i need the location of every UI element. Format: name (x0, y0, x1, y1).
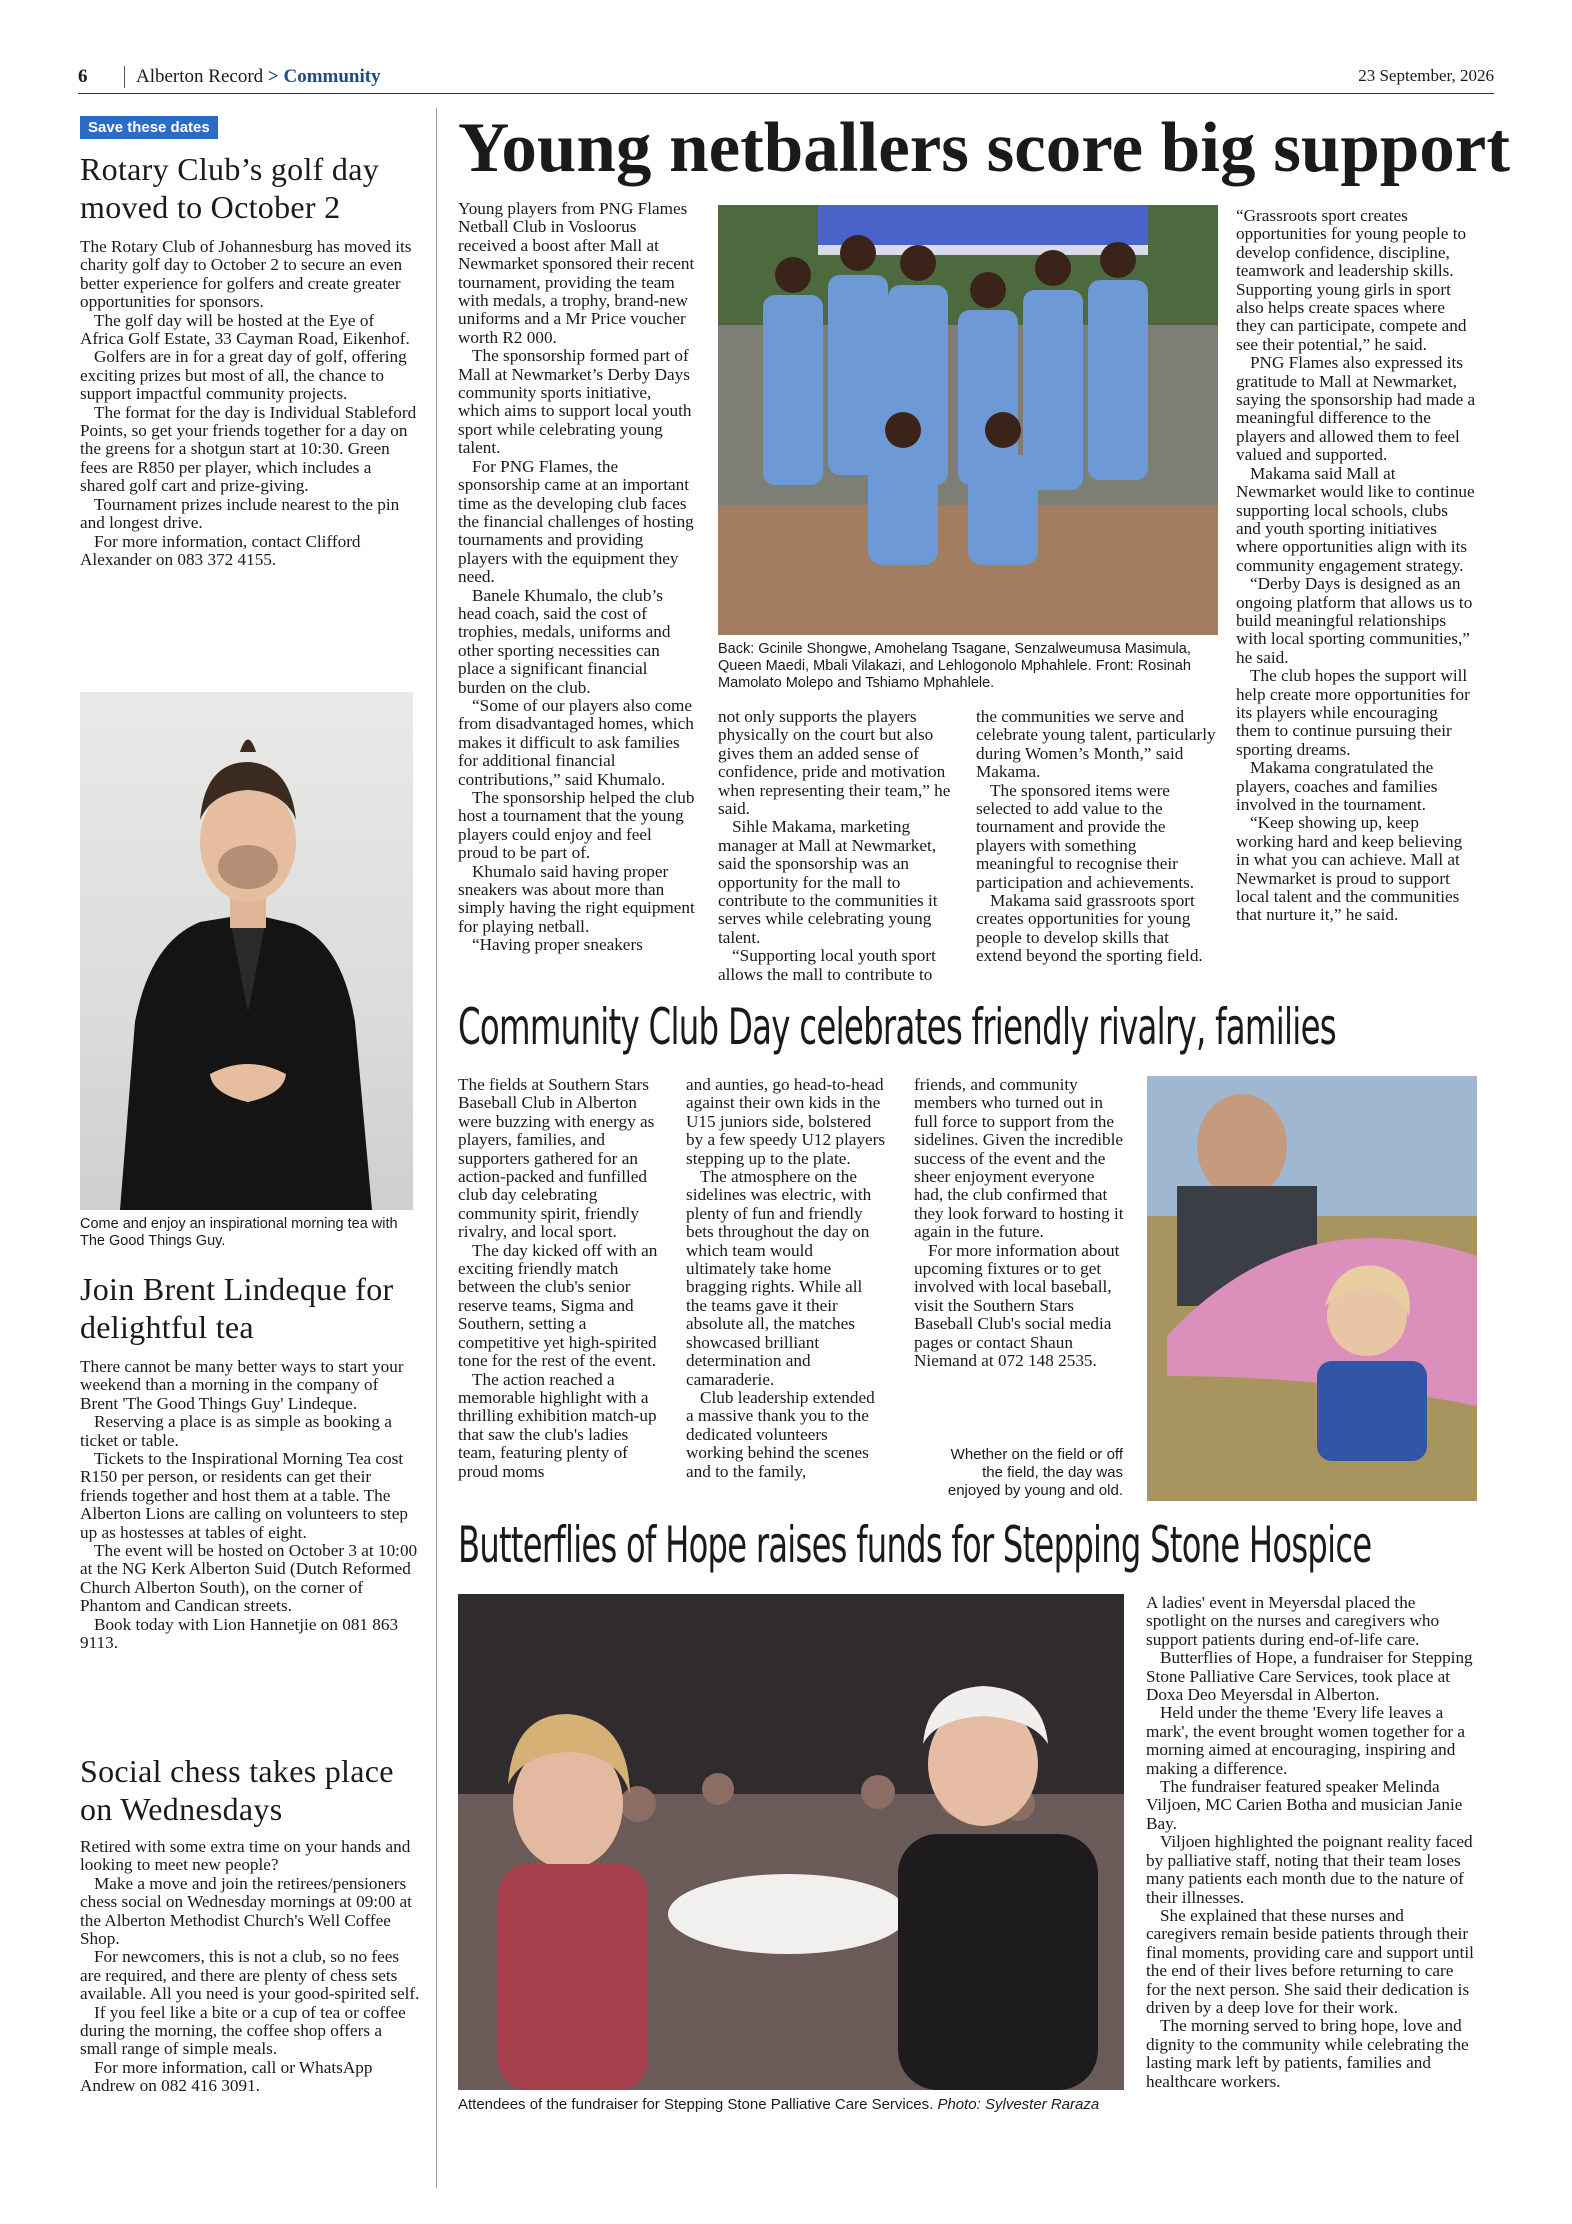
paragraph: Book today with Lion Hannetjie on 081 863 9113. (80, 1614, 399, 1653)
netball-col-3 (976, 708, 1216, 966)
clubday-col-3 (914, 1076, 1124, 1371)
club-day-photo (1147, 1076, 1477, 1501)
paragraph: Club leadership extended a massive thank you to the dedicated volunteers working behind the scenes and to the family, (686, 1387, 875, 1481)
clubday-col-2 (686, 1076, 886, 1481)
chess-headline: Social chess takes place on Wednesdays (80, 1753, 394, 1827)
paragraph: Golfers are in for a great day of golf, offering exciting prizes but most of all, the chance to support impactful community projects. (80, 347, 407, 404)
paragraph: The sponsored items were selected to add value to the tournament and provide the players with something meaningful to recognise their participation and achievements. (976, 780, 1195, 892)
paragraph: The club hopes the support will help create more opportunities for its players while encouraging them to continue pursuing their sporting dreams. (1236, 666, 1470, 759)
paragraph: Retired with some extra time on your hands and looking to meet new people? (80, 1837, 411, 1875)
paragraph: For more information, call or WhatsApp Andrew on 082 416 3091. (80, 2057, 373, 2096)
issue-date: 23 September, 2026 (1358, 66, 1494, 85)
paragraph: Makama said Mall at Newmarket would like to continue supporting local schools, clubs and youth sporting initiatives where opportunities align with its community engagement strategy. (1236, 463, 1475, 575)
paragraph: Reserving a place is as simple as booking a ticket or table. (80, 1412, 392, 1450)
paragraph: The sponsorship helped the club host a tournament that the young players could enjoy and feel proud to be part of. (458, 788, 695, 863)
paragraph: The event will be hosted on October 3 at 10:00 at the NG Kerk Alberton Suid (Dutch Reformed Church Alberton South), on the corner of Phantom and Candican streets. (80, 1541, 418, 1616)
caption-text: Attendees of the fundraiser for Stepping Stone Palliative Care Services. (458, 2096, 934, 2113)
netball-col-4 (1236, 207, 1476, 925)
paragraph: Sihle Makama, marketing manager at Mall at Newmarket, said the sponsorship was an opportunity for the mall to contribute to the communities it serves while celebrating young talent. (718, 817, 938, 947)
photo-credit: Photo: Sylvester Raraza (937, 2096, 1100, 2113)
paragraph: Khumalo said having proper sneakers was about more than simply having the right equipment for playing netball. (458, 861, 695, 936)
paragraph: “Having proper sneakers (472, 935, 643, 955)
paragraph: Banele Khumalo, the club’s head coach, said the cost of trophies, medals, uniforms and other sporting necessities can place a significant financial burden on the club. (458, 585, 671, 697)
brent-photo-caption: Come and enjoy an inspirational morning tea with The Good Things Guy. (80, 1216, 398, 1249)
chess-body (80, 1838, 420, 2096)
paragraph: “Supporting local youth sport allows the mall to contribute to (718, 946, 936, 984)
clubday-photo-caption: Whether on the field or off the field, the day was enjoyed by young and old. (947, 1446, 1123, 1499)
header-divider (124, 66, 125, 88)
page-number: 6 (78, 66, 88, 87)
paragraph: For more information about upcoming fixtures or to get involved with local baseball, visit the Southern Stars Baseball Club's social media pages or contact Shaun Niemand at 072 148 2535. (914, 1240, 1120, 1371)
paragraph: friends, and community members who turned out in full force to support from the sidelines. Given the incredible success of the event and the sheer enjoyment everyone had, the club confirmed that they look forward to hosting it again in the future. (914, 1075, 1124, 1242)
publication-name: Alberton Record (136, 66, 264, 87)
paragraph: “Derby Days is designed as an ongoing platform that allows us to build meaningful relationships with local sporting communities,” he said. (1236, 574, 1473, 667)
paragraph: Viljoen highlighted the poignant reality faced by palliative staff, noting that their team loses many patients each month due to the nature of their illnesses. (1146, 1832, 1473, 1907)
netball-col-2 (718, 708, 958, 984)
paragraph: For more information, contact Clifford Alexander on 083 372 4155. (80, 531, 361, 569)
golf-article (80, 150, 420, 569)
paragraph: For PNG Flames, the sponsorship came at an important time as the developing club faces the financial challenges of hosting tournaments and providing players with the equipment they need. (458, 456, 694, 587)
paragraph: Butterflies of Hope, a fundraiser for Stepping Stone Palliative Care Services, took place at Doxa Deo Meyersdal in Alberton. (1146, 1648, 1473, 1705)
paragraph: Makama congratulated the players, coaches and families involved in the tournament. (1236, 758, 1438, 814)
paragraph: Tournament prizes include nearest to the pin and longest drive. (80, 494, 400, 533)
save-dates-tag: Save these dates (80, 116, 218, 139)
hospice-headline: Butterflies of Hope raises funds for Stepping Stone Hospice (458, 1516, 1372, 1574)
paragraph: For newcomers, this is not a club, so no fees are required, and there are plenty of chess sets available. All you need is your good-spirited self. (80, 1947, 420, 2004)
paragraph: Tickets to the Inspirational Morning Tea cost R150 per person, or residents can get their friends together and host them at a table. The Alberton Lions are calling on volunteers to step up as hostesses at tables of eight. (80, 1449, 408, 1542)
clubday-headline: Community Club Day celebrates friendly rivalry, families (458, 998, 1336, 1056)
section-name[interactable]: Community (283, 66, 381, 87)
paragraph: If you feel like a bite or a cup of tea or coffee during the morning, the coffee shop offers a small range of simple meals. (80, 2002, 406, 2059)
paragraph: There cannot be many better ways to start your weekend than a morning in the company of Brent 'The Good Things Guy' Lindeque. (80, 1357, 404, 1413)
golf-headline: Rotary Club’s golf day moved to October 2 (80, 151, 380, 225)
paragraph: A ladies' event in Meyersdal placed the spotlight on the nurses and caregivers who support patients during end-of-life care. (1146, 1593, 1440, 1649)
paragraph: the communities we serve and celebrate young talent, particularly during Women’s Month,” said Makama. (976, 707, 1216, 782)
chess-article (80, 1752, 420, 2096)
golf-body (80, 238, 420, 569)
paragraph: The morning served to bring hope, love and dignity to the community while celebrating the lasting mark left by patients, families and healthcare workers. (1146, 2016, 1469, 2091)
paragraph: The sponsorship formed part of Mall at Newmarket’s Derby Days community sports initiative, which aims to support local youth sport while celebrating young talent. (458, 346, 692, 458)
paragraph: Young players from PNG Flames Netball Club in Vosloorus received a boost after Mall at Newmarket sponsored their recent tournament, providing the team with medals, a trophy, brand-new uniforms and a Mr Price voucher worth R2 000. (458, 199, 695, 347)
column-divider (436, 108, 437, 2188)
paragraph: The Rotary Club of Johannesburg has moved its charity golf day to October 2 to secure an even better experience for golfers and create greater opportunities for sponsors. (80, 237, 412, 312)
breadcrumb-arrow: > (267, 66, 279, 87)
hospice-photo-caption (458, 2096, 1124, 2114)
paragraph: Held under the theme 'Every life leaves a mark', the event brought women together for a morning aimed at encouraging, inspiring and making a difference. (1146, 1703, 1466, 1778)
hospice-event-photo (458, 1594, 1124, 2090)
page-header (78, 64, 1494, 94)
paragraph: The golf day will be hosted at the Eye of Africa Golf Estate, 33 Cayman Road, Eikenhof. (80, 310, 410, 349)
paragraph: “Keep showing up, keep working hard and keep believing in what you can achieve. Mall at Newmarket is proud to support local talent and the communities that nurture it,” he said. (1236, 813, 1463, 925)
paragraph: The fundraiser featured speaker Melinda Viljoen, MC Carien Botha and musician Janie Bay. (1146, 1777, 1463, 1833)
paragraph: The day kicked off with an exciting friendly match between the club's senior reserve teams, Sigma and Southern, setting a competitive yet high-spirited tone for the rest of the event. (458, 1240, 658, 1371)
brent-headline: Join Brent Lindeque for delightful tea (80, 1271, 394, 1345)
netball-photo-caption: Back: Gcinile Shongwe, Amohelang Tsagane, Senzalweumusa Masimula, Queen Maedi, Mbali Vilakazi, and Lehlogonolo Mphahlele. Front: Rosinah Mamolato Molepo and Tshiamo Mphahlele. (718, 641, 1191, 691)
clubday-col-1 (458, 1076, 658, 1481)
publication-breadcrumb (136, 66, 381, 88)
brent-body (80, 1358, 420, 1653)
netball-col-1 (458, 200, 696, 955)
paragraph: Make a move and join the retirees/pensioners chess social on Wednesday mornings at 09:00 at the Alberton Methodist Church's Well Coffee Shop. (80, 1873, 412, 1949)
paragraph: and aunties, go head-to-head against their own kids in the U15 juniors side, bolstered by a few speedy U12 players stepping up to the plate. (686, 1075, 886, 1168)
hospice-body (1146, 1594, 1476, 2091)
paragraph: “Grassroots sport creates opportunities for young people to develop confidence, discipline, teamwork and leadership skills. Supporting young girls in sport also helps create spaces where they can participate, compete and see their potential,” he said. (1236, 206, 1467, 354)
brent-lindeque-photo (80, 692, 413, 1210)
paragraph: The atmosphere on the sidelines was electric, with plenty of fun and friendly bets throughout the day on which team would ultimately take home bragging rights. While all the teams gave it their absolute all, the matches showcased brilliant determination and camaraderie. (686, 1167, 872, 1389)
paragraph: The fields at Southern Stars Baseball Club in Alberton were buzzing with energy as players, families, and supporters gathered for an action-packed and funfilled club day celebrating community spirit, friendly rivalry, and local sport. (458, 1075, 655, 1242)
netball-team-photo (718, 205, 1218, 635)
paragraph: not only supports the players physically on the court but also gives them an added sense of confidence, pride and motivation when representing their team,” he said. (718, 707, 951, 819)
brent-article (80, 1270, 420, 1653)
paragraph: “Some of our players also come from disadvantaged homes, which makes it difficult to ask families for additional financial contributions,” said Khumalo. (458, 695, 694, 789)
netball-headline: Young netballers score big support (458, 109, 1510, 187)
paragraph: Makama said grassroots sport creates opportunities for young people to develop skills that extend beyond the sporting field. (976, 891, 1203, 966)
paragraph: The format for the day is Individual Stableford Points, so get your friends together for a day on the greens for a shotgun start at 10:30. Green fees are R850 per player, which includes a shared golf cart and prize-giving. (80, 402, 417, 496)
paragraph: The action reached a memorable highlight with a thrilling exhibition match-up that saw the club's ladies team, featuring plenty of proud moms (458, 1369, 657, 1481)
paragraph: PNG Flames also expressed its gratitude to Mall at Newmarket, saying the sponsorship had made a meaningful difference to the players and allowed them to feel valued and supported. (1236, 353, 1476, 465)
paragraph: She explained that these nurses and caregivers remain beside patients through their final moments, providing care and support until the end of their lives before returning to care for the next person. She said their dedication is driven by a deep love for their work. (1146, 1905, 1474, 2017)
